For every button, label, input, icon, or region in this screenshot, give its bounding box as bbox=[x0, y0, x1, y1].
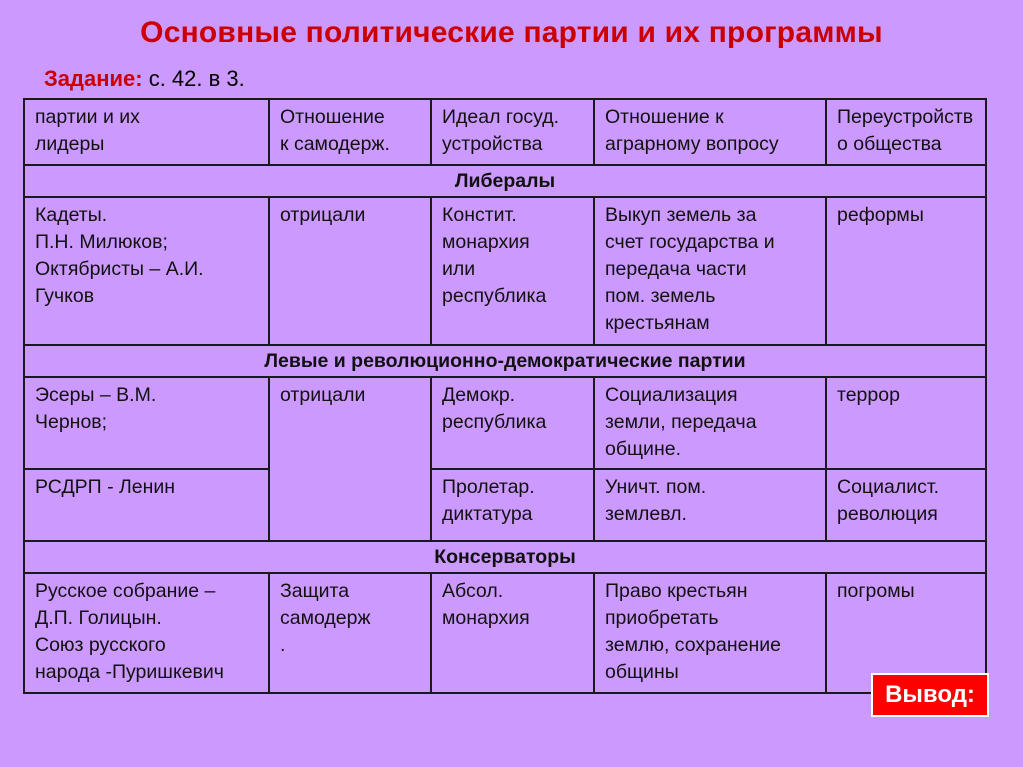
cell-agrarian: Уничт. пом. землевл. bbox=[594, 469, 826, 541]
conclusion-button[interactable]: Вывод: bbox=[871, 673, 989, 717]
cell-society: реформы bbox=[826, 197, 986, 345]
page-title: Основные политические партии и их программы bbox=[140, 16, 883, 49]
cell-state-ideal: Констит. монархия или республика bbox=[431, 197, 594, 345]
cell-autocracy: Защита самодерж . bbox=[269, 573, 431, 693]
cell-state-ideal: Пролетар. диктатура bbox=[431, 469, 594, 541]
cell-agrarian: Социализация земли, передача общине. bbox=[594, 377, 826, 469]
section-row-conservatives bbox=[24, 541, 986, 573]
cell-state-ideal: Абсол. монархия bbox=[431, 573, 594, 693]
cell-state-ideal: Демокр. республика bbox=[431, 377, 594, 469]
cell-society: террор bbox=[826, 377, 986, 469]
cell-parties: Кадеты. П.Н. Милюков; Октябристы – А.И. Гучков bbox=[24, 197, 269, 345]
section-row-left bbox=[24, 345, 986, 377]
header-cell-parties: партии и их лидеры bbox=[24, 99, 269, 165]
cell-agrarian: Выкуп земель за счет государства и передача части пом. земель крестьянам bbox=[594, 197, 826, 345]
task-text: с. 42. в 3. bbox=[142, 66, 245, 91]
cell-parties: РСДРП - Ленин bbox=[24, 469, 269, 541]
table-row-liberals bbox=[24, 197, 986, 345]
cell-society: погромы bbox=[826, 573, 986, 693]
table-row-conservatives bbox=[24, 573, 986, 693]
cell-autocracy: отрицали bbox=[269, 197, 431, 345]
task-line bbox=[44, 66, 245, 92]
cell-parties: Эсеры – В.М. Чернов; bbox=[24, 377, 269, 469]
parties-table bbox=[23, 98, 987, 694]
table-row-esery bbox=[24, 377, 986, 469]
cell-agrarian: Право крестьян приобретать землю, сохранение общины bbox=[594, 573, 826, 693]
cell-society: Социалист. революция bbox=[826, 469, 986, 541]
section-title-conservatives: Консерваторы bbox=[24, 541, 986, 573]
header-row bbox=[24, 99, 986, 165]
section-title-left: Левые и революционно-демократические партии bbox=[24, 345, 986, 377]
task-label: Задание: bbox=[44, 66, 143, 91]
header-cell-state-ideal: Идеал госуд. устройства bbox=[431, 99, 594, 165]
cell-autocracy: отрицали bbox=[269, 377, 431, 541]
header-cell-society: Переустройств о общества bbox=[826, 99, 986, 165]
header-cell-autocracy: Отношение к самодерж. bbox=[269, 99, 431, 165]
cell-parties: Русское собрание – Д.П. Голицын. Союз русского народа -Пуришкевич bbox=[24, 573, 269, 693]
header-cell-agrarian: Отношение к аграрному вопросу bbox=[594, 99, 826, 165]
table-row-rsdrp bbox=[24, 469, 986, 541]
section-title-liberals: Либералы bbox=[24, 165, 986, 197]
section-row-liberals bbox=[24, 165, 986, 197]
